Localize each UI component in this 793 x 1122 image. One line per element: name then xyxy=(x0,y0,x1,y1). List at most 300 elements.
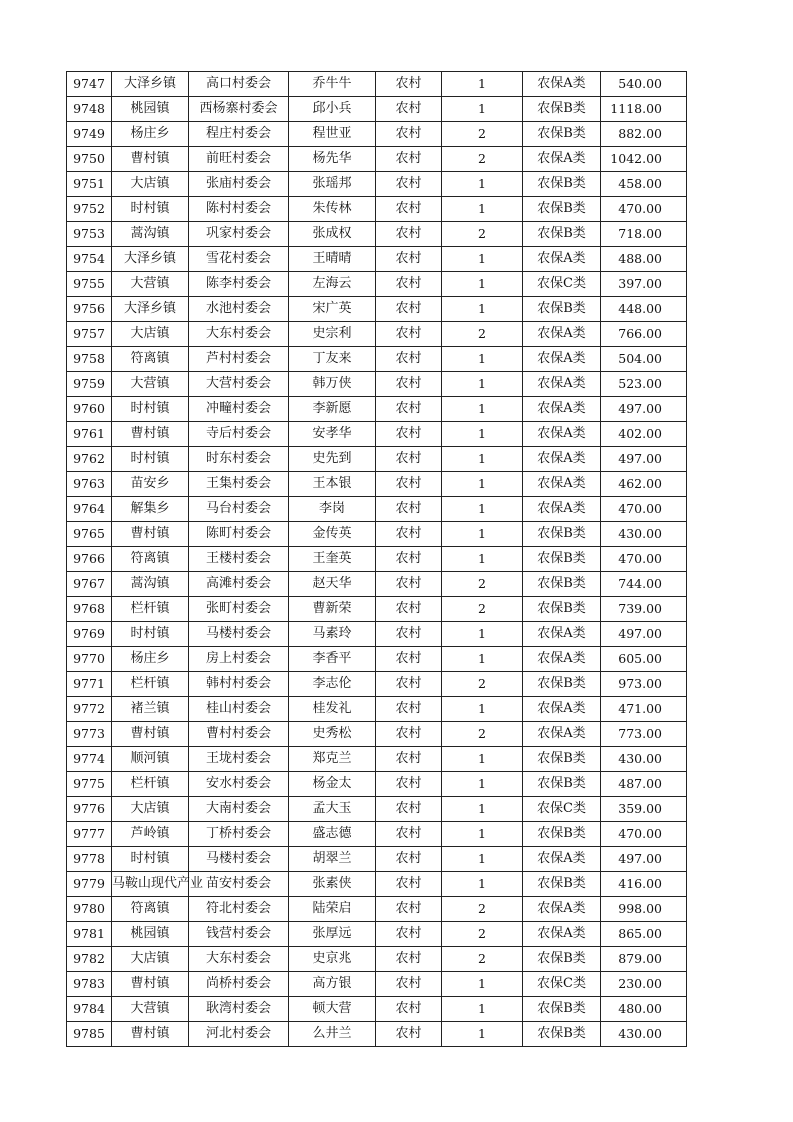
cell-residence-type: 农村 xyxy=(376,797,442,822)
cell-person-name: 乔牛牛 xyxy=(289,72,376,97)
cell-residence-type: 农村 xyxy=(376,147,442,172)
cell-household-count: 1 xyxy=(442,972,523,997)
cell-person-name: 赵天华 xyxy=(289,572,376,597)
cell-serial-number: 9756 xyxy=(67,297,112,322)
cell-serial-number: 9748 xyxy=(67,97,112,122)
cell-person-name: 么井兰 xyxy=(289,1022,376,1047)
cell-village-committee: 陈村村委会 xyxy=(189,197,289,222)
cell-village-committee: 符北村委会 xyxy=(189,897,289,922)
cell-serial-number: 9779 xyxy=(67,872,112,897)
cell-amount: 497.00 xyxy=(601,622,687,647)
cell-insurance-category: 农保B类 xyxy=(523,997,601,1022)
cell-town: 大营镇 xyxy=(112,372,189,397)
cell-serial-number: 9747 xyxy=(67,72,112,97)
table-row xyxy=(67,347,687,372)
cell-residence-type: 农村 xyxy=(376,922,442,947)
cell-amount: 523.00 xyxy=(601,372,687,397)
cell-insurance-category: 农保B类 xyxy=(523,172,601,197)
cell-town: 褚兰镇 xyxy=(112,697,189,722)
cell-household-count: 1 xyxy=(442,397,523,422)
cell-household-count: 2 xyxy=(442,672,523,697)
cell-insurance-category: 农保A类 xyxy=(523,72,601,97)
cell-residence-type: 农村 xyxy=(376,222,442,247)
cell-serial-number: 9758 xyxy=(67,347,112,372)
cell-household-count: 2 xyxy=(442,947,523,972)
cell-town: 马鞍山现代产业 xyxy=(112,872,189,897)
cell-serial-number: 9770 xyxy=(67,647,112,672)
table-row xyxy=(67,822,687,847)
cell-residence-type: 农村 xyxy=(376,997,442,1022)
cell-amount: 470.00 xyxy=(601,822,687,847)
cell-residence-type: 农村 xyxy=(376,1022,442,1047)
cell-amount: 458.00 xyxy=(601,172,687,197)
cell-village-committee: 韩村村委会 xyxy=(189,672,289,697)
cell-person-name: 李岗 xyxy=(289,497,376,522)
cell-serial-number: 9777 xyxy=(67,822,112,847)
cell-amount: 470.00 xyxy=(601,197,687,222)
cell-residence-type: 农村 xyxy=(376,947,442,972)
cell-serial-number: 9762 xyxy=(67,447,112,472)
cell-residence-type: 农村 xyxy=(376,697,442,722)
cell-village-committee: 马台村委会 xyxy=(189,497,289,522)
cell-town: 大泽乡镇 xyxy=(112,72,189,97)
cell-household-count: 1 xyxy=(442,647,523,672)
cell-household-count: 1 xyxy=(442,997,523,1022)
cell-household-count: 1 xyxy=(442,522,523,547)
cell-person-name: 左海云 xyxy=(289,272,376,297)
cell-insurance-category: 农保B类 xyxy=(523,572,601,597)
cell-town: 大营镇 xyxy=(112,272,189,297)
cell-town: 时村镇 xyxy=(112,447,189,472)
cell-household-count: 2 xyxy=(442,222,523,247)
cell-person-name: 安孝华 xyxy=(289,422,376,447)
table-row xyxy=(67,622,687,647)
cell-amount: 470.00 xyxy=(601,497,687,522)
table-row xyxy=(67,397,687,422)
cell-household-count: 1 xyxy=(442,697,523,722)
cell-town: 曹村镇 xyxy=(112,422,189,447)
cell-village-committee: 大南村委会 xyxy=(189,797,289,822)
cell-person-name: 曹新荣 xyxy=(289,597,376,622)
cell-household-count: 1 xyxy=(442,422,523,447)
cell-serial-number: 9749 xyxy=(67,122,112,147)
table-row xyxy=(67,122,687,147)
cell-insurance-category: 农保A类 xyxy=(523,722,601,747)
cell-insurance-category: 农保A类 xyxy=(523,647,601,672)
cell-person-name: 张瑶邦 xyxy=(289,172,376,197)
cell-residence-type: 农村 xyxy=(376,597,442,622)
cell-village-committee: 芦村村委会 xyxy=(189,347,289,372)
cell-amount: 416.00 xyxy=(601,872,687,897)
table-row xyxy=(67,597,687,622)
table-row xyxy=(67,97,687,122)
cell-village-committee: 马楼村委会 xyxy=(189,847,289,872)
cell-town: 桃园镇 xyxy=(112,922,189,947)
cell-person-name: 顿大营 xyxy=(289,997,376,1022)
cell-serial-number: 9752 xyxy=(67,197,112,222)
table-row xyxy=(67,497,687,522)
cell-town: 曹村镇 xyxy=(112,522,189,547)
cell-village-committee: 大东村委会 xyxy=(189,947,289,972)
cell-residence-type: 农村 xyxy=(376,897,442,922)
cell-person-name: 孟大玉 xyxy=(289,797,376,822)
cell-village-committee: 苗安村委会 xyxy=(189,872,289,897)
cell-town: 曹村镇 xyxy=(112,1022,189,1047)
cell-person-name: 李新愿 xyxy=(289,397,376,422)
cell-serial-number: 9774 xyxy=(67,747,112,772)
cell-town: 蒿沟镇 xyxy=(112,572,189,597)
cell-household-count: 2 xyxy=(442,147,523,172)
cell-person-name: 马素玲 xyxy=(289,622,376,647)
cell-serial-number: 9781 xyxy=(67,922,112,947)
cell-town: 大泽乡镇 xyxy=(112,247,189,272)
cell-household-count: 1 xyxy=(442,97,523,122)
table-row xyxy=(67,372,687,397)
table-row xyxy=(67,772,687,797)
cell-person-name: 朱传林 xyxy=(289,197,376,222)
cell-amount: 448.00 xyxy=(601,297,687,322)
cell-village-committee: 马楼村委会 xyxy=(189,622,289,647)
cell-amount: 480.00 xyxy=(601,997,687,1022)
cell-village-committee: 房上村委会 xyxy=(189,647,289,672)
cell-residence-type: 农村 xyxy=(376,172,442,197)
cell-amount: 430.00 xyxy=(601,522,687,547)
cell-residence-type: 农村 xyxy=(376,122,442,147)
cell-insurance-category: 农保B类 xyxy=(523,947,601,972)
cell-insurance-category: 农保B类 xyxy=(523,97,601,122)
cell-village-committee: 西杨寨村委会 xyxy=(189,97,289,122)
cell-amount: 766.00 xyxy=(601,322,687,347)
table-row xyxy=(67,847,687,872)
cell-insurance-category: 农保B类 xyxy=(523,197,601,222)
cell-amount: 744.00 xyxy=(601,572,687,597)
cell-town: 栏杆镇 xyxy=(112,672,189,697)
cell-residence-type: 农村 xyxy=(376,647,442,672)
cell-residence-type: 农村 xyxy=(376,622,442,647)
cell-amount: 230.00 xyxy=(601,972,687,997)
cell-residence-type: 农村 xyxy=(376,297,442,322)
table-row xyxy=(67,522,687,547)
cell-amount: 773.00 xyxy=(601,722,687,747)
cell-household-count: 2 xyxy=(442,897,523,922)
cell-serial-number: 9767 xyxy=(67,572,112,597)
cell-household-count: 1 xyxy=(442,197,523,222)
cell-residence-type: 农村 xyxy=(376,747,442,772)
cell-person-name: 桂发礼 xyxy=(289,697,376,722)
cell-household-count: 2 xyxy=(442,572,523,597)
cell-person-name: 胡翠兰 xyxy=(289,847,376,872)
cell-village-committee: 曹村村委会 xyxy=(189,722,289,747)
cell-town: 栏杆镇 xyxy=(112,597,189,622)
cell-residence-type: 农村 xyxy=(376,97,442,122)
cell-household-count: 1 xyxy=(442,547,523,572)
cell-residence-type: 农村 xyxy=(376,522,442,547)
cell-serial-number: 9750 xyxy=(67,147,112,172)
cell-person-name: 王奎英 xyxy=(289,547,376,572)
cell-person-name: 丁友来 xyxy=(289,347,376,372)
cell-household-count: 1 xyxy=(442,872,523,897)
cell-town: 曹村镇 xyxy=(112,722,189,747)
cell-amount: 497.00 xyxy=(601,397,687,422)
cell-amount: 605.00 xyxy=(601,647,687,672)
cell-serial-number: 9782 xyxy=(67,947,112,972)
cell-person-name: 史秀松 xyxy=(289,722,376,747)
cell-serial-number: 9759 xyxy=(67,372,112,397)
table-row xyxy=(67,72,687,97)
cell-village-committee: 丁桥村委会 xyxy=(189,822,289,847)
cell-serial-number: 9778 xyxy=(67,847,112,872)
cell-town: 顺河镇 xyxy=(112,747,189,772)
cell-household-count: 1 xyxy=(442,1022,523,1047)
cell-person-name: 程世亚 xyxy=(289,122,376,147)
cell-person-name: 杨先华 xyxy=(289,147,376,172)
cell-town: 苗安乡 xyxy=(112,472,189,497)
cell-amount: 882.00 xyxy=(601,122,687,147)
cell-insurance-category: 农保B类 xyxy=(523,747,601,772)
cell-town: 大泽乡镇 xyxy=(112,297,189,322)
cell-village-committee: 高口村委会 xyxy=(189,72,289,97)
cell-insurance-category: 农保A类 xyxy=(523,697,601,722)
cell-serial-number: 9772 xyxy=(67,697,112,722)
cell-amount: 1118.00 xyxy=(601,97,687,122)
table-row xyxy=(67,197,687,222)
cell-amount: 879.00 xyxy=(601,947,687,972)
cell-residence-type: 农村 xyxy=(376,347,442,372)
cell-insurance-category: 农保C类 xyxy=(523,797,601,822)
cell-person-name: 王本银 xyxy=(289,472,376,497)
cell-insurance-category: 农保B类 xyxy=(523,222,601,247)
cell-insurance-category: 农保A类 xyxy=(523,447,601,472)
cell-village-committee: 大东村委会 xyxy=(189,322,289,347)
cell-insurance-category: 农保A类 xyxy=(523,372,601,397)
table-row xyxy=(67,947,687,972)
cell-amount: 430.00 xyxy=(601,1022,687,1047)
cell-village-committee: 冲疃村委会 xyxy=(189,397,289,422)
cell-serial-number: 9754 xyxy=(67,247,112,272)
cell-insurance-category: 农保A类 xyxy=(523,147,601,172)
cell-serial-number: 9783 xyxy=(67,972,112,997)
cell-serial-number: 9784 xyxy=(67,997,112,1022)
cell-person-name: 郑克兰 xyxy=(289,747,376,772)
cell-residence-type: 农村 xyxy=(376,972,442,997)
cell-residence-type: 农村 xyxy=(376,847,442,872)
table-row xyxy=(67,872,687,897)
table-row xyxy=(67,747,687,772)
cell-serial-number: 9780 xyxy=(67,897,112,922)
cell-town: 杨庄乡 xyxy=(112,647,189,672)
cell-insurance-category: 农保A类 xyxy=(523,472,601,497)
cell-serial-number: 9764 xyxy=(67,497,112,522)
table-row xyxy=(67,722,687,747)
cell-amount: 540.00 xyxy=(601,72,687,97)
cell-residence-type: 农村 xyxy=(376,772,442,797)
cell-residence-type: 农村 xyxy=(376,572,442,597)
cell-person-name: 陆荣启 xyxy=(289,897,376,922)
cell-person-name: 李香平 xyxy=(289,647,376,672)
table-row xyxy=(67,1022,687,1047)
cell-household-count: 1 xyxy=(442,497,523,522)
cell-insurance-category: 农保C类 xyxy=(523,972,601,997)
cell-person-name: 韩万侠 xyxy=(289,372,376,397)
cell-town: 符离镇 xyxy=(112,897,189,922)
cell-household-count: 2 xyxy=(442,922,523,947)
cell-person-name: 高方银 xyxy=(289,972,376,997)
table-row xyxy=(67,172,687,197)
cell-person-name: 宋广英 xyxy=(289,297,376,322)
cell-serial-number: 9757 xyxy=(67,322,112,347)
cell-amount: 497.00 xyxy=(601,447,687,472)
cell-town: 符离镇 xyxy=(112,347,189,372)
cell-insurance-category: 农保B类 xyxy=(523,822,601,847)
cell-insurance-category: 农保B类 xyxy=(523,772,601,797)
cell-town: 桃园镇 xyxy=(112,97,189,122)
cell-residence-type: 农村 xyxy=(376,722,442,747)
cell-village-committee: 安水村委会 xyxy=(189,772,289,797)
table-row xyxy=(67,997,687,1022)
cell-residence-type: 农村 xyxy=(376,247,442,272)
cell-amount: 359.00 xyxy=(601,797,687,822)
cell-household-count: 2 xyxy=(442,122,523,147)
cell-household-count: 1 xyxy=(442,372,523,397)
cell-town: 曹村镇 xyxy=(112,972,189,997)
cell-amount: 739.00 xyxy=(601,597,687,622)
cell-village-committee: 水池村委会 xyxy=(189,297,289,322)
table-row xyxy=(67,897,687,922)
cell-serial-number: 9765 xyxy=(67,522,112,547)
cell-household-count: 1 xyxy=(442,172,523,197)
cell-insurance-category: 农保B类 xyxy=(523,672,601,697)
cell-person-name: 史宗利 xyxy=(289,322,376,347)
cell-town: 解集乡 xyxy=(112,497,189,522)
table-row xyxy=(67,272,687,297)
cell-village-committee: 尚桥村委会 xyxy=(189,972,289,997)
cell-serial-number: 9751 xyxy=(67,172,112,197)
cell-person-name: 李志伦 xyxy=(289,672,376,697)
cell-residence-type: 农村 xyxy=(376,422,442,447)
cell-residence-type: 农村 xyxy=(376,497,442,522)
cell-insurance-category: 农保A类 xyxy=(523,422,601,447)
cell-person-name: 张素侠 xyxy=(289,872,376,897)
cell-serial-number: 9761 xyxy=(67,422,112,447)
cell-residence-type: 农村 xyxy=(376,672,442,697)
cell-insurance-category: 农保B类 xyxy=(523,297,601,322)
cell-insurance-category: 农保C类 xyxy=(523,272,601,297)
cell-village-committee: 程庄村委会 xyxy=(189,122,289,147)
cell-serial-number: 9766 xyxy=(67,547,112,572)
cell-residence-type: 农村 xyxy=(376,197,442,222)
cell-village-committee: 前旺村委会 xyxy=(189,147,289,172)
cell-insurance-category: 农保B类 xyxy=(523,547,601,572)
table-row xyxy=(67,447,687,472)
cell-town: 时村镇 xyxy=(112,622,189,647)
cell-town: 蒿沟镇 xyxy=(112,222,189,247)
cell-residence-type: 农村 xyxy=(376,822,442,847)
cell-person-name: 史京兆 xyxy=(289,947,376,972)
cell-amount: 487.00 xyxy=(601,772,687,797)
cell-amount: 973.00 xyxy=(601,672,687,697)
table-row xyxy=(67,472,687,497)
cell-residence-type: 农村 xyxy=(376,872,442,897)
cell-person-name: 张成权 xyxy=(289,222,376,247)
table-row xyxy=(67,247,687,272)
cell-insurance-category: 农保B类 xyxy=(523,1022,601,1047)
table-row xyxy=(67,647,687,672)
cell-insurance-category: 农保B类 xyxy=(523,122,601,147)
cell-household-count: 2 xyxy=(442,322,523,347)
cell-amount: 430.00 xyxy=(601,747,687,772)
cell-town: 大店镇 xyxy=(112,322,189,347)
table-row xyxy=(67,922,687,947)
cell-insurance-category: 农保B类 xyxy=(523,522,601,547)
table-row xyxy=(67,422,687,447)
cell-household-count: 1 xyxy=(442,247,523,272)
cell-amount: 865.00 xyxy=(601,922,687,947)
cell-person-name: 邱小兵 xyxy=(289,97,376,122)
cell-residence-type: 农村 xyxy=(376,72,442,97)
cell-household-count: 1 xyxy=(442,847,523,872)
cell-insurance-category: 农保A类 xyxy=(523,922,601,947)
cell-residence-type: 农村 xyxy=(376,397,442,422)
cell-village-committee: 雪花村委会 xyxy=(189,247,289,272)
cell-residence-type: 农村 xyxy=(376,447,442,472)
cell-village-committee: 寺后村委会 xyxy=(189,422,289,447)
cell-amount: 504.00 xyxy=(601,347,687,372)
cell-town: 大店镇 xyxy=(112,947,189,972)
cell-residence-type: 农村 xyxy=(376,472,442,497)
cell-town: 大营镇 xyxy=(112,997,189,1022)
cell-amount: 397.00 xyxy=(601,272,687,297)
beneficiary-table xyxy=(66,71,687,1047)
table-row xyxy=(67,297,687,322)
table-row xyxy=(67,147,687,172)
cell-serial-number: 9763 xyxy=(67,472,112,497)
cell-village-committee: 耿湾村委会 xyxy=(189,997,289,1022)
cell-amount: 497.00 xyxy=(601,847,687,872)
cell-village-committee: 王垅村委会 xyxy=(189,747,289,772)
cell-household-count: 1 xyxy=(442,747,523,772)
cell-village-committee: 钱营村委会 xyxy=(189,922,289,947)
cell-village-committee: 巩家村委会 xyxy=(189,222,289,247)
cell-amount: 470.00 xyxy=(601,547,687,572)
cell-town: 符离镇 xyxy=(112,547,189,572)
cell-residence-type: 农村 xyxy=(376,372,442,397)
cell-village-committee: 陈李村委会 xyxy=(189,272,289,297)
table-row xyxy=(67,797,687,822)
cell-serial-number: 9775 xyxy=(67,772,112,797)
cell-town: 大店镇 xyxy=(112,172,189,197)
cell-serial-number: 9771 xyxy=(67,672,112,697)
cell-town: 曹村镇 xyxy=(112,147,189,172)
cell-town: 时村镇 xyxy=(112,397,189,422)
cell-household-count: 2 xyxy=(442,597,523,622)
cell-household-count: 1 xyxy=(442,472,523,497)
cell-insurance-category: 农保A类 xyxy=(523,397,601,422)
cell-insurance-category: 农保A类 xyxy=(523,847,601,872)
cell-insurance-category: 农保B类 xyxy=(523,872,601,897)
cell-household-count: 1 xyxy=(442,622,523,647)
cell-village-committee: 王楼村委会 xyxy=(189,547,289,572)
cell-amount: 1042.00 xyxy=(601,147,687,172)
cell-insurance-category: 农保A类 xyxy=(523,622,601,647)
cell-household-count: 2 xyxy=(442,722,523,747)
cell-serial-number: 9785 xyxy=(67,1022,112,1047)
cell-village-committee: 王集村委会 xyxy=(189,472,289,497)
cell-insurance-category: 农保A类 xyxy=(523,497,601,522)
cell-village-committee: 张町村委会 xyxy=(189,597,289,622)
cell-town: 时村镇 xyxy=(112,197,189,222)
cell-household-count: 1 xyxy=(442,772,523,797)
cell-person-name: 史先到 xyxy=(289,447,376,472)
